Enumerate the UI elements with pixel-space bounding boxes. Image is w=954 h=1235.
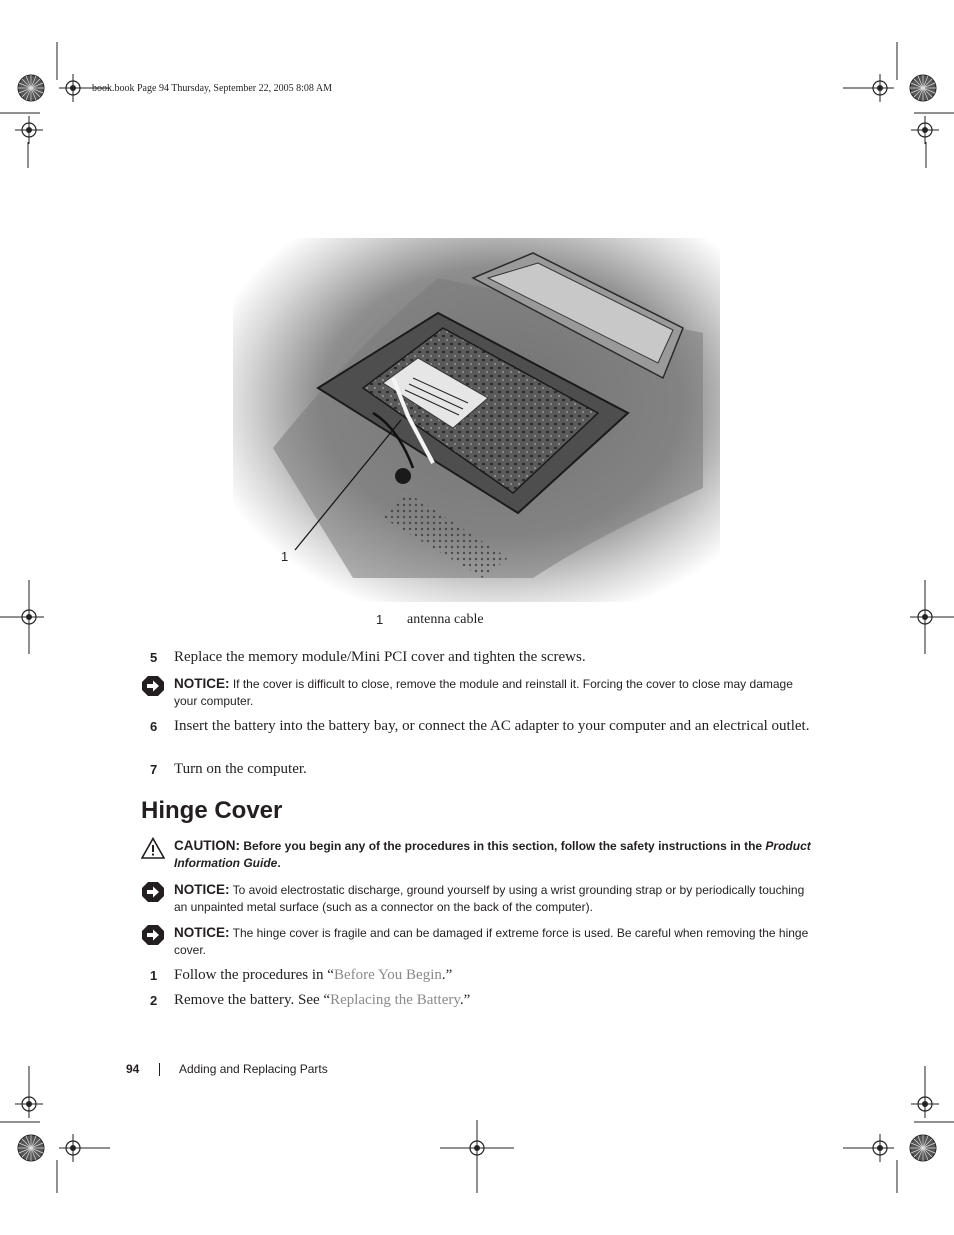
mini-pci-card-illustration [233,238,720,602]
caution-note [141,837,811,872]
caption-text: antenna cable [407,612,484,627]
notice-label: NOTICE: [174,925,230,940]
footer-chapter-title: Adding and Replacing Parts [179,1062,328,1076]
notice-label: NOTICE: [174,882,230,897]
step-number: 1 [150,968,158,983]
notice-1 [141,675,811,710]
figure-callout-number: 1 [281,549,289,564]
step-text: Remove the battery. See “ [174,992,331,1008]
notice-arrow-icon [141,881,165,903]
step-text: Turn on the computer. [174,761,307,777]
notice-2 [141,881,811,916]
step-number: 6 [150,719,158,734]
caution-text: Before you begin any of the procedures in this section, follow the safety instructions in the [240,839,766,853]
caption-number: 1 [376,612,384,627]
step-number: 2 [150,993,158,1008]
notice-arrow-icon [141,675,165,697]
step-text: Follow the procedures in “ [174,967,334,983]
step-text-end: .” [459,992,471,1008]
page-number: 94 [126,1062,140,1076]
caution-end: . [277,856,281,870]
caution-label: CAUTION: [174,838,240,853]
notice-3 [141,924,811,959]
step-7 [150,760,810,778]
caution-triangle-icon [141,837,165,859]
step-text-end: .” [441,967,453,983]
notice-text: The hinge cover is fragile and can be damaged if extreme force is used. Be careful when removing the hinge cover. [174,926,809,957]
notice-text: To avoid electrostatic discharge, ground yourself by using a wrist grounding strap or by periodically touching an unpainted metal surface (such as a connector on the back of the computer). [174,883,805,914]
step-6 [150,717,810,735]
section-heading: Hinge Cover [141,797,283,824]
step-1 [150,966,810,984]
caution-guide-title: Product Information Guide [174,839,811,870]
notice-label: NOTICE: [174,676,230,691]
step-text: Replace the memory module/Mini PCI cover and tighten the screws. [174,649,586,665]
step-number: 5 [150,650,158,665]
footer-divider [159,1063,160,1076]
step-text: Insert the battery into the battery bay, or connect the AC adapter to your computer and an electrical outlet. [174,718,810,734]
replacing-the-battery-link[interactable]: Replacing the Battery [330,992,460,1008]
notice-text: If the cover is difficult to close, remove the module and reinstall it. Forcing the cover to close may damage your computer. [174,677,793,708]
step-2 [150,991,810,1009]
step-5 [150,648,810,666]
print-header-stamp: book.book Page 94 Thursday, September 22, 2005 8:08 AM [92,83,332,94]
before-you-begin-link[interactable]: Before You Begin [333,967,442,983]
notice-arrow-icon [141,924,165,946]
step-number: 7 [150,762,158,777]
